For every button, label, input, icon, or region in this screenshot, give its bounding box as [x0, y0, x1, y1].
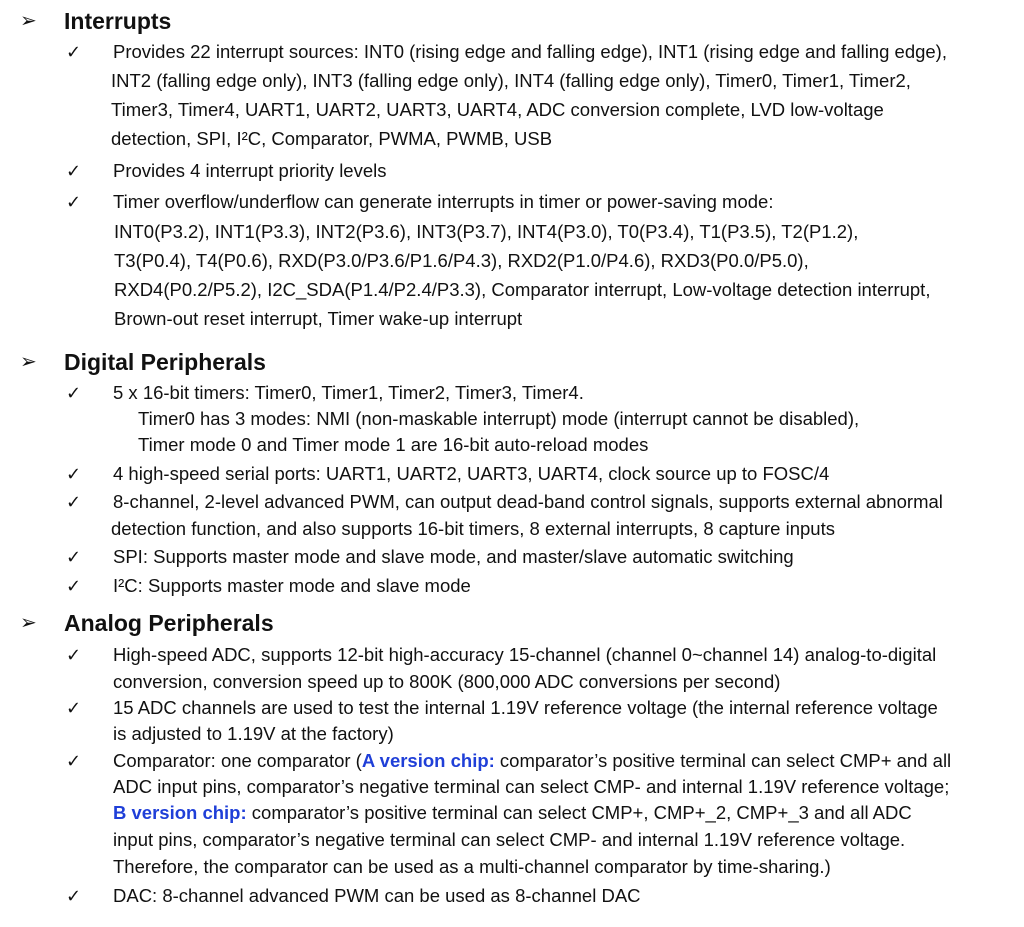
text-line: RXD4(P0.2/P5.2), I2C_SDA(P1.4/P2.4/P3.3), Comparator interrupt, Low-voltage detection interrupt, — [114, 279, 931, 300]
comparator-line-1 — [113, 748, 951, 774]
text-line: Timer0 has 3 modes: NMI (non-maskable interrupt) mode (interrupt cannot be disabled), — [138, 408, 860, 429]
text-line: DAC: 8-channel advanced PWM can be used as 8-channel DAC — [113, 885, 641, 906]
checkmark-icon: ✓ — [66, 161, 82, 181]
checkmark-icon: ✓ — [66, 645, 82, 665]
checkmark-icon: ✓ — [66, 192, 82, 212]
text-line: detection function, and also supports 16-bit timers, 8 external interrupts, 8 capture inputs — [111, 518, 835, 539]
section-title: Analog Peripherals — [64, 609, 274, 636]
checkmark-icon: ✓ — [66, 576, 82, 596]
text-line: Brown-out reset interrupt, Timer wake-up interrupt — [114, 308, 523, 329]
checkmark-icon: ✓ — [66, 751, 82, 771]
checkmark-icon: ✓ — [66, 492, 82, 512]
section-heading-interrupts — [20, 6, 171, 36]
text-line: High-speed ADC, supports 12-bit high-accuracy 15-channel (channel 0~channel 14) analog-to-digital — [113, 644, 937, 665]
text-line: 5 x 16-bit timers: Timer0, Timer1, Timer2, Timer3, Timer4. — [113, 382, 584, 403]
checkmark-icon: ✓ — [66, 698, 82, 718]
text-line: T3(P0.4), T4(P0.6), RXD(P3.0/P3.6/P1.6/P4.3), RXD2(P1.0/P4.6), RXD3(P0.0/P5.0), — [114, 250, 809, 271]
text-line: I²C: Supports master mode and slave mode — [113, 575, 471, 596]
text-line: INT2 (falling edge only), INT3 (falling edge only), INT4 (falling edge only), Timer0, Timer1, Timer2, — [111, 70, 911, 91]
text-line: conversion, conversion speed up to 800K (800,000 ADC conversions per second) — [113, 671, 781, 692]
checkmark-icon: ✓ — [66, 547, 82, 567]
arrow-bullet-icon: ➢ — [20, 10, 37, 32]
arrow-bullet-icon: ➢ — [20, 351, 37, 373]
checkmark-icon: ✓ — [66, 383, 82, 403]
text-line: Timer mode 0 and Timer mode 1 are 16-bit auto-reload modes — [138, 434, 649, 455]
text-line: ADC input pins, comparator’s negative terminal can select CMP- and internal 1.19V reference voltage; — [113, 776, 950, 797]
text-line: Provides 4 interrupt priority levels — [113, 160, 387, 181]
b-version-chip-label: B version chip: — [113, 802, 247, 823]
text-line: INT0(P3.2), INT1(P3.3), INT2(P3.6), INT3(P3.7), INT4(P3.0), T0(P3.4), T1(P3.5), T2(P1.2), — [114, 221, 859, 242]
text-line: detection, SPI, I²C, Comparator, PWMA, PWMB, USB — [111, 128, 553, 149]
text-line: 15 ADC channels are used to test the internal 1.19V reference voltage (the internal reference voltage — [113, 697, 938, 718]
text-line: 8-channel, 2-level advanced PWM, can output dead-band control signals, supports external abnormal — [113, 491, 943, 512]
checkmark-icon: ✓ — [66, 886, 82, 906]
text-line: Provides 22 interrupt sources: INT0 (rising edge and falling edge), INT1 (rising edge and falling edge), — [113, 41, 947, 62]
text-line: Timer overflow/underflow can generate interrupts in timer or power-saving mode: — [113, 191, 774, 212]
text-run: comparator’s positive terminal can select CMP+, CMP+_2, CMP+_3 and all ADC — [246, 802, 912, 823]
section-heading-analog-peripherals — [20, 608, 274, 638]
text-line: 4 high-speed serial ports: UART1, UART2, UART3, UART4, clock source up to FOSC/4 — [113, 463, 830, 484]
checkmark-icon: ✓ — [66, 42, 82, 62]
section-title: Digital Peripherals — [64, 348, 266, 375]
text-line: Timer3, Timer4, UART1, UART2, UART3, UART4, ADC conversion complete, LVD low-voltage — [111, 99, 884, 120]
text-line: is adjusted to 1.19V at the factory) — [113, 723, 394, 744]
checkmark-icon: ✓ — [66, 464, 82, 484]
arrow-bullet-icon: ➢ — [20, 612, 37, 634]
section-title: Interrupts — [64, 7, 172, 34]
text-line: Therefore, the comparator can be used as a multi-channel comparator by time-sharing.) — [113, 856, 831, 877]
a-version-chip-label: A version chip: — [361, 750, 495, 771]
text-run: comparator’s positive terminal can select CMP+ and all — [494, 750, 952, 771]
text-run: Comparator: one comparator ( — [113, 750, 362, 771]
comparator-line-3 — [113, 800, 912, 826]
text-line: input pins, comparator’s negative terminal can select CMP- and internal 1.19V reference voltage. — [113, 829, 906, 850]
section-heading-digital-peripherals — [20, 347, 266, 377]
text-line: SPI: Supports master mode and slave mode, and master/slave automatic switching — [113, 546, 794, 567]
